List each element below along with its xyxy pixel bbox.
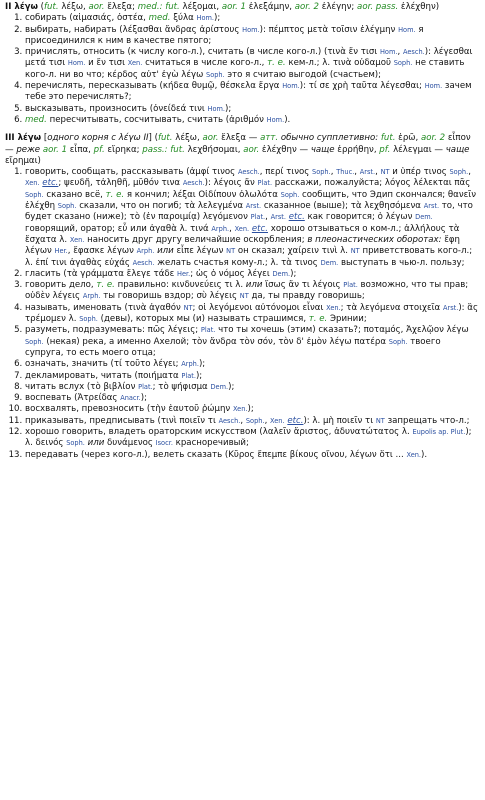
source-ref: Hom. — [424, 82, 443, 91]
grammar-label: pf. — [379, 144, 391, 155]
source-ref: Soph. — [312, 168, 331, 177]
text-run: сказано всё, — [43, 189, 106, 200]
text-run: , ἔφασκε λέγων — [67, 246, 137, 257]
grammar-label: aor. — [88, 2, 105, 12]
source-ref: Her. — [54, 247, 68, 256]
text-run: ): πέμπτος μετὰ τοῖσιν ἐλέγμην — [259, 24, 399, 35]
text-run: приветствовать кого-л.; λ. ἐπί τινι ἀγαθὰς εὐχάς — [25, 246, 473, 268]
abbreviation: etc. — [251, 223, 268, 234]
source-ref: NT — [380, 168, 390, 177]
text-run: λέξω, — [172, 133, 203, 144]
text-run: ): λ. μὴ ποιεῖν τι — [303, 415, 376, 426]
grammar-label: fut. — [157, 133, 173, 144]
sense-item — [25, 25, 478, 48]
text-run: ты говоришь вздор; σὺ λέγεις — [100, 291, 240, 302]
headword: III λέγω — [5, 133, 42, 144]
sense-item — [25, 382, 478, 393]
source-ref: Arph. — [136, 247, 155, 256]
source-ref: Plat. — [257, 179, 273, 188]
sense-item — [25, 416, 478, 427]
grammar-label: fut. — [380, 133, 396, 144]
sense-item — [25, 427, 478, 450]
text-run: приказывать, предписывать (τινὶ ποιεῖν τι — [25, 415, 219, 426]
text-run: разуметь, подразумевать: πῶς λέγεις; — [25, 325, 201, 336]
text-run: как говорится; ὁ λέγων — [304, 212, 416, 223]
text-run: желать счастья кому-л.; λ. τὰ τινος — [154, 257, 321, 268]
source-ref: Her. — [177, 269, 191, 278]
text-run: то, что будет сказано (ниже); τὸ (ἐν παροιμίᾳ) λεγόμενον — [25, 201, 473, 223]
source-ref: NT — [350, 247, 360, 256]
source-ref: Aesch. — [182, 179, 205, 188]
sense-item — [25, 393, 478, 404]
entry-header — [5, 2, 478, 13]
text-run: восхвалять, превозносить (τὴν ἑαυτοῦ ῥώμην — [25, 404, 233, 415]
source-ref: Soph. — [25, 337, 44, 346]
text-run: говорить, сообщать, рассказывать (ἀμφί τινος — [25, 167, 238, 178]
sense-item — [25, 47, 478, 81]
grammar-label: aor. 2 — [294, 2, 319, 12]
sense-item — [25, 115, 478, 126]
source-ref: Xen. — [127, 59, 143, 68]
source-ref: Aesch. — [218, 416, 241, 425]
text-run: выступать в чью-л. пользу; — [338, 257, 465, 268]
text-run: , — [229, 223, 235, 234]
text-run: правильно: κινδυνεύεις τι λ. — [114, 280, 246, 291]
text-run: [ — [41, 133, 48, 144]
source-ref: Isocr. — [155, 439, 173, 448]
comment: реже — [16, 144, 41, 155]
text-run: ); — [198, 359, 206, 370]
text-run: читать вслух (τὸ βιβλίον — [25, 381, 139, 392]
text-run: пересчитывать, сосчитывать, считать (ἀριθμόν — [46, 114, 267, 125]
text-run: наносить друг другу величайшие оскорбления; — [84, 234, 308, 245]
source-ref: Arst. — [359, 168, 376, 177]
grammar-label: aor. 1 — [221, 2, 247, 12]
grammar-label: med.: fut. — [137, 2, 180, 12]
text-run: не ставить кого-л. ни во что; κέρδος αὐτ' ἐγὼ λέγω — [25, 58, 465, 80]
text-run: что ты хочешь (этим) сказать?; ποταμός, Ἀχελῷον λέγω — [215, 325, 469, 336]
comment: в плеонастических оборотах: — [307, 234, 442, 245]
text-run: ( — [37, 2, 45, 12]
source-ref: Aesch. — [402, 48, 425, 57]
source-ref: Soph. — [206, 70, 225, 79]
grammar-label: aor. — [243, 144, 260, 155]
abbreviation: etc. — [287, 415, 304, 426]
text-run: воспевать (Ἀτρείδας — [25, 393, 121, 404]
sense-item — [25, 167, 478, 269]
grammar-label: pf. — [93, 144, 105, 155]
sense-item — [25, 371, 478, 382]
source-ref: Eupolis ap. Plut. — [412, 427, 466, 436]
text-run: красноречивый; — [172, 438, 249, 449]
source-ref: Arst. — [270, 213, 286, 222]
sense-item — [25, 280, 478, 303]
text-run: , — [468, 167, 471, 178]
source-ref: Soph. — [66, 439, 85, 448]
text-run: Эринии; — [327, 314, 367, 325]
text-run: сообщить, что Эдип скончался; θανεῖν ἐλέχθη — [25, 189, 476, 212]
source-ref: Plat. — [138, 382, 153, 391]
text-run: ; ὡς ὁ νόμος λέγει — [190, 268, 273, 279]
text-run: ); — [225, 103, 232, 114]
text-run: я кончил; λέξαι Οἰδίπουν ὀλωλότα — [124, 189, 281, 200]
grammar-label: med. — [25, 114, 47, 125]
text-run: (некая) река, а именно Ахелой; τὸν ἄνδρα τὸν σόν, τὸν δ' ἐμὸν λέγω πατέρα — [43, 336, 389, 347]
text-run: , — [375, 167, 381, 178]
text-run: ἔλεξα; — [104, 2, 138, 12]
text-run: , — [240, 415, 246, 426]
source-ref: Thuc. — [336, 168, 355, 177]
text-run: говорящий, оратор; εὖ или ἀγαθὰ λ. τινά — [25, 223, 212, 234]
text-run: ] ( — [148, 133, 158, 144]
sense-item — [25, 13, 478, 24]
text-run: ): τί σε χρὴ ταῦτα λέγεσθαι; — [299, 81, 425, 92]
text-run: , — [264, 415, 271, 426]
text-run: ἴσως ἄν τι λέγοις — [262, 280, 344, 291]
source-ref: Soph. — [79, 315, 98, 324]
source-ref: Hom. — [242, 25, 260, 34]
source-ref: Plat. — [343, 281, 358, 290]
text-run: , — [265, 212, 271, 223]
source-ref: Xen. — [406, 450, 422, 459]
text-run: εἴρηκα; — [104, 144, 143, 155]
source-ref: Arst. — [245, 202, 262, 211]
source-ref: Arst. — [423, 202, 440, 211]
text-run: , — [397, 47, 403, 58]
comment: или — [87, 438, 105, 449]
sense-list — [5, 13, 478, 126]
text-run: расскажи, пожалуйста; λόγος λέλεκται πᾶς — [272, 178, 471, 189]
text-run: ); — [290, 268, 297, 279]
comment: чаще — [445, 144, 470, 155]
sense-item — [25, 450, 478, 461]
text-run: запрещать что-л.; — [384, 415, 470, 426]
text-run: считаться в числе кого-л., — [142, 58, 268, 69]
source-ref: Dem. — [210, 382, 229, 391]
source-ref: Xen. — [232, 405, 248, 414]
text-run: λέξομαι, — [179, 2, 222, 12]
text-run: твоего супруга, то есть моего отца; — [25, 336, 441, 358]
source-ref: NT — [239, 292, 249, 301]
sense-item — [25, 404, 478, 415]
source-ref: Arph. — [211, 224, 230, 233]
source-ref: Hom. — [266, 115, 285, 124]
grammar-label: pass.: fut. — [142, 144, 185, 155]
text-run: собирать (αἱμασιάς, ὀστέα, — [25, 13, 149, 24]
source-ref: NT — [375, 416, 385, 425]
text-run: означать, значить (τί τοῦτο λέγει; — [25, 359, 182, 370]
text-run: ); — [228, 381, 235, 392]
text-run: ); — [195, 370, 203, 381]
text-run: εἶπον — — [5, 133, 471, 155]
source-ref: NT — [183, 303, 193, 312]
text-run: (девы), которых мы (и) называть страшимся, — [97, 314, 309, 325]
text-run: ). — [284, 114, 291, 125]
text-run: ; τὸ ψήφισμα — [152, 381, 211, 392]
source-ref: Soph. — [245, 416, 265, 425]
text-run: сказанное (выше); τὰ λεχθησόμενα — [261, 201, 424, 212]
text-run: хорошо отзываться о ком-л.; ἀλλήλους τὰ ἔσχατα λ. — [25, 223, 460, 245]
text-run: ἐλέχθην) — [398, 2, 440, 12]
text-run: ): ἃς τρέμομεν λ. — [25, 302, 479, 325]
text-run: ; τὰ λεγόμενα στοιχεῖα — [340, 302, 443, 313]
grammar-label: т. е. — [267, 58, 286, 69]
sense-item — [25, 269, 478, 280]
source-ref: Xen. — [270, 416, 285, 425]
grammar-label: aor. pass. — [357, 2, 399, 12]
text-run: это я считаю выгодой (счастьем); — [224, 69, 382, 80]
text-run: ); — [247, 404, 254, 415]
source-ref: Dem. — [272, 269, 291, 278]
text-run: высказывать, произносить (ὀνείδεά τινι — [25, 103, 208, 114]
text-run: ἐλέχθην — — [259, 144, 311, 155]
text-run: ἐλεξάμην, — [246, 2, 295, 12]
source-ref: Soph. — [25, 190, 44, 199]
text-run: и ἔν τισι — [85, 58, 128, 69]
text-run: λεχθήσομαι, — [184, 144, 244, 155]
sense-item — [25, 325, 478, 359]
comment: или — [157, 246, 174, 257]
source-ref: Arph. — [82, 292, 101, 301]
entry-header — [5, 133, 478, 167]
text-run: ): λέγοις ἄν — [204, 178, 258, 189]
abbreviation: etc. — [288, 212, 305, 223]
text-run: причислять, относить (к числу кого-л.), считать (в числе кого-л.) (τινὰ ἔν τισι — [25, 47, 380, 58]
text-run: я присоединился к ним в качестве пятого; — [25, 24, 424, 46]
text-run: ); — [214, 13, 221, 24]
source-ref: Hom. — [282, 82, 300, 91]
source-ref: Xen. — [25, 179, 40, 188]
text-run: выбирать, набирать (λέξασθαι ἄνδρας ἀρίστους — [25, 24, 243, 35]
text-run: зачем тебе это перечислять?; — [25, 81, 472, 103]
source-ref: Soph. — [280, 190, 300, 199]
comment: обычно супплетивно: — [280, 133, 379, 144]
text-run: ἔφη λέγων — [25, 234, 460, 257]
source-ref: Hom. — [196, 14, 214, 23]
text-run: ἐρῶ, — [395, 133, 421, 144]
grammar-label: т. е. — [105, 189, 125, 200]
text-run: передавать (через кого-л.), велеть сказать (Κῦρος ἔπεμπε βίκους οἴνου, λέγων ὅτι ... — [25, 449, 407, 460]
source-ref: Aesch. — [237, 168, 260, 177]
source-ref: Hom. — [67, 59, 86, 68]
text-run: λέλεγμαι — — [390, 144, 446, 155]
text-run: ἔλεξα — — [218, 133, 261, 144]
text-run: ); λ. δεινός — [25, 426, 472, 449]
text-run: ): λέγεσθαι μετά τισι — [25, 47, 473, 69]
source-ref: Dem. — [415, 213, 433, 222]
source-ref: Dem. — [320, 258, 339, 267]
text-run: декламировать, читать (ποιήματα — [25, 370, 182, 381]
source-ref: Anacr. — [120, 394, 141, 403]
grammar-label: aor. 1 — [42, 144, 68, 155]
source-ref: Aesch. — [132, 258, 155, 267]
text-run: λέξω, — [58, 2, 89, 12]
source-ref: Plat. — [200, 326, 216, 335]
source-ref: Hom. — [207, 104, 226, 113]
text-run: , — [330, 167, 337, 178]
text-run: δυνάμενος — [104, 438, 156, 449]
text-run: гласить (τὰ γράμματα ἔλεγε τάδε — [25, 268, 177, 279]
sense-list — [5, 167, 478, 461]
grammar-label: med. — [148, 13, 171, 24]
text-run: ; ψευδῆ, τἀληθῆ, μῦθόν τινα — [58, 178, 183, 189]
text-run: хорошо говорить, владеть ораторским искусством (λαλεῖν ἄριστος, ἀδυνατώτατος λ. — [25, 426, 413, 437]
text-run: , περί τινος — [259, 167, 313, 178]
grammar-label: aor. — [202, 133, 219, 144]
text-run: называть, именовать (τινὰ ἀγαθόν — [25, 302, 184, 313]
text-run: перечислять, пересказывать (κήδεα θυμῷ, θέσκελα ἔργα — [25, 81, 283, 92]
source-ref: Arst. — [442, 303, 459, 312]
text-run: ). — [421, 449, 428, 460]
text-run: возможно, что ты прав; οὐδὲν λέγεις — [25, 280, 469, 302]
sense-item — [25, 303, 478, 326]
text-run: ); — [140, 393, 148, 404]
text-run: ἐλέγην; — [318, 2, 358, 12]
abbreviation: etc. — [42, 178, 59, 189]
sense-item — [25, 104, 478, 115]
source-ref: Hom. — [398, 25, 416, 34]
text-run: кем-л.; λ. τινὰ οὐδαμοῦ — [285, 58, 394, 69]
source-ref: Soph. — [57, 202, 77, 211]
source-ref: Hom. — [379, 48, 398, 57]
grammar-label: атт. — [260, 133, 279, 144]
grammar-label: fut. — [44, 2, 59, 12]
text-run: и ὑπέρ τινος — [389, 167, 450, 178]
text-run: ξύλα — [170, 13, 197, 24]
text-run: εἴρημαι) — [5, 155, 41, 166]
sense-item — [25, 81, 478, 104]
grammar-label: т. е. — [96, 280, 115, 291]
text-run: ; οἱ λεγόμενοι αὐτόνομοι εἶναι — [192, 302, 327, 313]
text-run: сказали, что он погиб; τὰ λελεγμένα — [76, 201, 246, 212]
headword: II λέγω — [5, 2, 38, 12]
source-ref: Xen. — [69, 235, 85, 244]
source-ref: Soph. — [388, 337, 408, 346]
source-ref: NT — [226, 247, 236, 256]
source-ref: Plat. — [250, 213, 266, 222]
text-run: , — [354, 167, 360, 178]
text-run: εἶπε λέγων — [173, 246, 227, 257]
comment: одного корня с λέγω II — [47, 133, 149, 144]
source-ref: Xen. — [234, 224, 250, 233]
grammar-label: aor. 2 — [420, 133, 446, 144]
source-ref: Plat. — [181, 371, 196, 380]
text-run: он сказал; χαίρειν τινὶ λ. — [235, 246, 351, 257]
source-ref: Xen. — [326, 303, 341, 312]
comment: или — [245, 280, 263, 291]
source-ref: Soph. — [449, 168, 469, 177]
text-run: да, ты правду говоришь; — [248, 291, 365, 302]
comment: чаще — [310, 144, 335, 155]
grammar-label: т. е. — [308, 314, 328, 325]
text-run: ἐρρήθην, — [334, 144, 380, 155]
source-ref: Arph. — [181, 360, 199, 369]
sense-item — [25, 359, 478, 370]
source-ref: Soph. — [393, 59, 413, 68]
text-run: говорить дело, — [25, 280, 97, 291]
text-run: εἶπα, — [67, 144, 94, 155]
